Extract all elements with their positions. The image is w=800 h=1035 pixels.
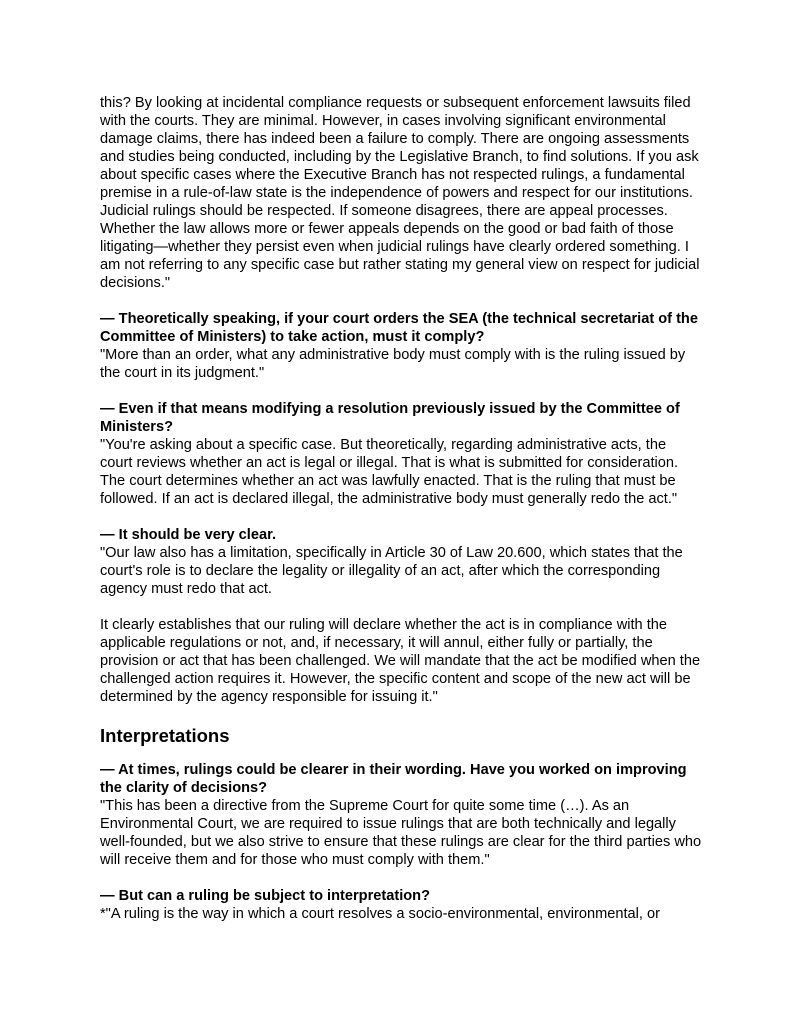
interview-question: — At times, rulings could be clearer in their wording. Have you worked on improving the clarity of decisions?	[100, 762, 687, 796]
document-page	[100, 94, 702, 923]
interview-question: — It should be very clear.	[100, 527, 277, 543]
interview-question: — But can a ruling be subject to interpretation?	[100, 888, 431, 904]
section-heading: Interpretations	[100, 725, 230, 746]
body-paragraph: this? By looking at incidental compliance requests or subsequent enforcement lawsuits filed with the courts. They are minimal. However, in cases involving significant environmental damage claims, there has indeed been a failure to comply. There are ongoing assessments and studies being conducted, including by the Legislative Branch, to find solutions. If you ask about specific cases where the Executive Branch has not respected rulings, a fundamental premise in a rule-of-law state is the independence of powers and respect for our institutions. Judicial rulings should be respected. If someone disagrees, there are appeal processes. Whether the law allows more or fewer appeals depends on the good or bad faith of those litigating—whether they persist even when judicial rulings have clearly ordered something. I am not referring to any specific case but rather stating my general view on respect for judicial decisions."	[100, 95, 700, 291]
interview-answer: "Our law also has a limitation, specifically in Article 30 of Law 20.600, which states that the court's role is to declare the legality or illegality of an act, after which the corresponding agency must redo that act.	[100, 545, 683, 597]
interview-question: — Theoretically speaking, if your court orders the SEA (the technical secretariat of the Committee of Ministers) to take action, must it comply?	[100, 311, 698, 345]
interview-question: — Even if that means modifying a resolution previously issued by the Committee of Ministers?	[100, 401, 680, 435]
interview-answer: "This has been a directive from the Supreme Court for quite some time (…). As an Environmental Court, we are required to issue rulings that are both technically and legally well-founded, but we also strive to ensure that these rulings are clear for the third parties who will receive them and for those who must comply with them."	[100, 798, 702, 868]
interview-answer: "More than an order, what any administrative body must comply with is the ruling issued by the court in its judgment."	[100, 347, 686, 381]
interview-answer-continued: It clearly establishes that our ruling will declare whether the act is in compliance with the applicable regulations or not, and, if necessary, it will annul, either fully or partially, the provision or act that has been challenged. We will mandate that the act be modified when the challenged action requires it. However, the specific content and scope of the new act will be determined by the agency responsible for issuing it."	[100, 617, 701, 705]
interview-answer: *"A ruling is the way in which a court resolves a socio-environmental, environmental, or	[100, 906, 661, 922]
interview-answer: "You're asking about a specific case. But theoretically, regarding administrative acts, the court reviews whether an act is legal or illegal. That is what is submitted for consideration. The court determines whether an act was lawfully enacted. That is the ruling that must be followed. If an act is declared illegal, the administrative body must generally redo the act."	[100, 437, 679, 507]
